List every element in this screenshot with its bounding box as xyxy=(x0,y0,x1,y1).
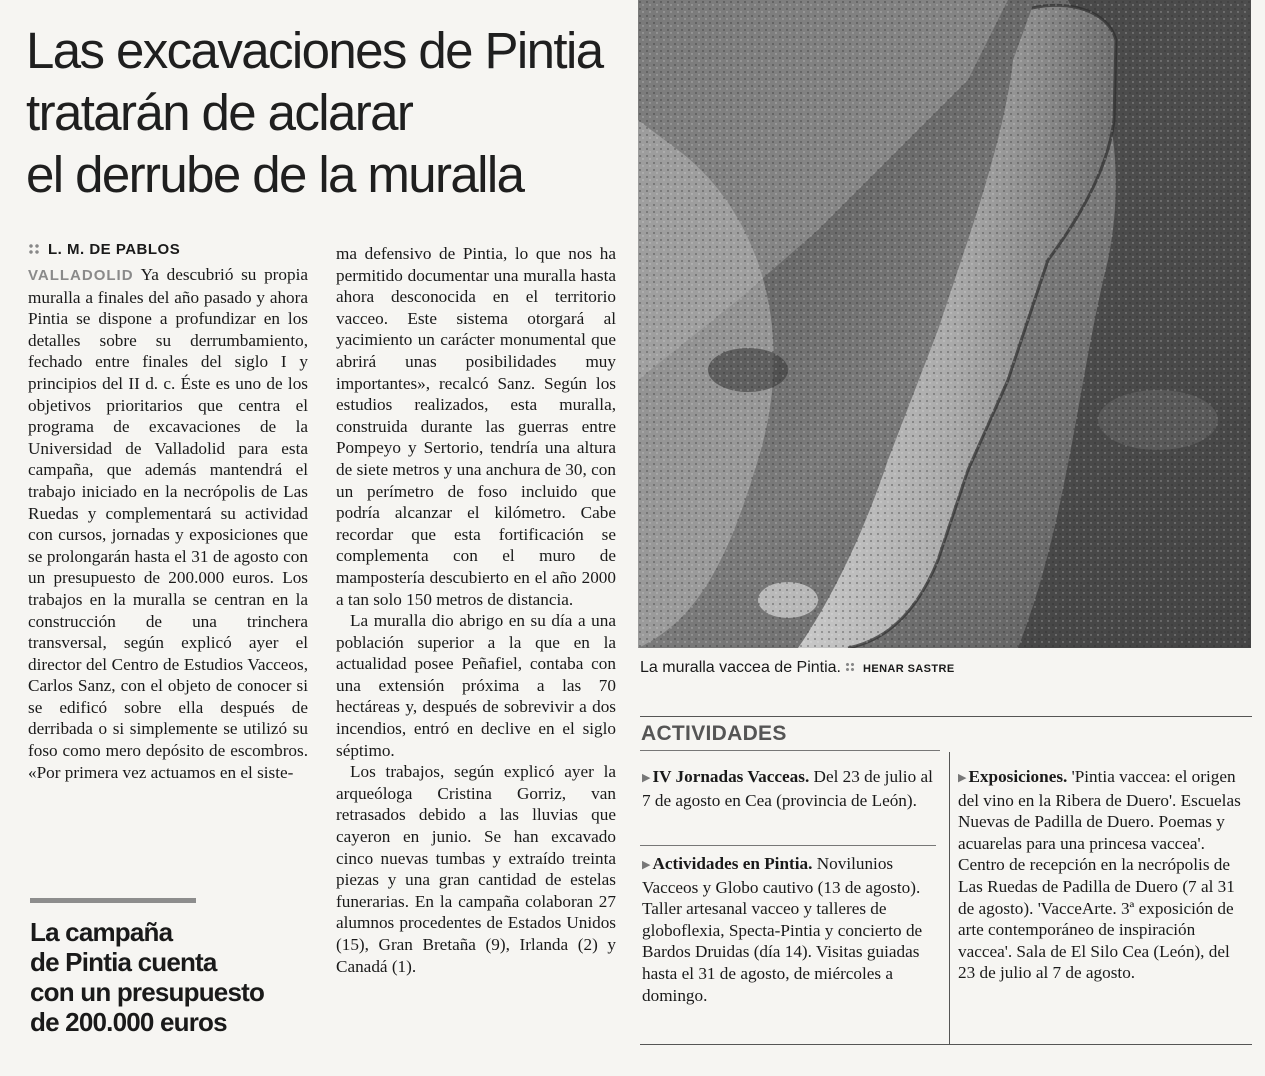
dots-icon xyxy=(28,243,40,255)
dateline-place: VALLADOLID xyxy=(28,267,134,284)
pullquote-bar xyxy=(30,898,196,903)
photo-illustration xyxy=(638,0,1251,648)
activity-name: Exposiciones. xyxy=(968,767,1068,786)
wall-photo xyxy=(638,0,1251,648)
activity-text: Novilunios Vacceos y Globo cautivo (13 de agosto). Taller artesanal vacceo y talleres de globoflexia, Specta-Pintia y concierto de Bardos Druidas (día 14). Visitas guiadas hasta el 31 de agosto, de miércoles a domingo. xyxy=(642,854,923,1005)
article-paragraph xyxy=(28,264,308,783)
caption-text: La muralla vaccea de Pintia. xyxy=(640,659,841,676)
divider xyxy=(640,1044,1252,1045)
pullquote-line: La campaña xyxy=(30,917,173,947)
headline xyxy=(26,20,626,206)
divider xyxy=(949,752,950,1044)
article-column-1 xyxy=(28,264,308,783)
headline-line: Las excavaciones de Pintia xyxy=(26,22,603,79)
article-paragraph: La muralla dio abrigo en su día a una población superior a la que en la actualidad posee Peñafiel, contaba con una extensión próxima a las 70 hectáreas y, después de sobrevivir a dos incendios, entró en declive en el siglo séptimo. xyxy=(336,611,616,760)
activity-name: Actividades en Pintia. xyxy=(652,854,813,873)
activity-item xyxy=(642,766,934,811)
pullquote-line: con un presupuesto xyxy=(30,977,265,1007)
byline xyxy=(28,241,180,258)
article-paragraph: Los trabajos, según explicó ayer la arqueóloga Cristina Gorriz, van retrasados debido a las lluvias que cayeron en junio. Se han excavado cinco nuevas tumbas y extraído treinta piezas y una gran cantidad de estelas funerarias. En la campaña colaboran 27 alumnos procedentes de Estados Unidos (15), Gran Bretaña (9), Irlanda (2) y Canadá (1). xyxy=(336,762,616,976)
activity-text: 'Pintia vaccea: el origen del vino en la Ribera de Duero'. Escuelas Nuevas de Padilla de Duero. Poemas y acuarelas para una princesa vaccea'. Centro de recepción en la necrópolis de Las Ruedas de Padilla de Duero (7 al 31 de agosto). 'VacceArte. 3ª exposición de arte contemporáneo de inspiración vaccea'. Sala de El Silo Cea (León), del 23 de julio al 7 de agosto. xyxy=(958,767,1241,983)
article-column-2 xyxy=(336,243,616,977)
activity-item xyxy=(958,766,1250,984)
divider xyxy=(640,716,1252,717)
divider xyxy=(640,750,940,751)
triangle-right-icon: ▶ xyxy=(642,772,651,784)
activities-title: ACTIVIDADES xyxy=(641,722,787,745)
headline-line: tratarán de aclarar xyxy=(26,84,413,141)
article-paragraph: ma defensivo de Pintia, lo que nos ha permitido documentar una muralla hasta ahora desconocida en el territorio vacceo. Este sistema otorgará al yacimiento un carácter monumental que abrirá unas posibilidades muy importantes», recalcó Sanz. Según los estudios realizados, esta muralla, construida durante las guerras entre Pompeyo y Sertorio, tendría una altura de siete metros y una anchura de 30, con un perímetro de foso incluido que podría alcanzar el kilómetro. Cabe recordar que esta fortificación se complementa con el muro de mampostería descubierto en el año 2000 a tan solo 150 metros de distancia. xyxy=(336,244,616,609)
headline-line: el derrube de la muralla xyxy=(26,146,524,203)
paragraph-text: Ya descubrió su propia muralla a finales del año pasado y ahora Pintia se dispone a profundizar en los detalles sobre su derrumbamiento, fechado entre finales del siglo I y principios del II d. c. Éste es uno de los objetivos prioritarios que centra el programa de excavaciones de la Universidad de Valladolid para esta campaña, que además mantendrá el trabajo iniciado en la necrópolis de Las Ruedas y complementará su actividad con cursos, jornadas y exposiciones que se prolongarán hasta el 31 de agosto con un presupuesto de 200.000 euros. Los trabajos en la muralla se centran en la construcción de una trinchera transversal, según explicó ayer el director del Centro de Estudios Vacceos, Carlos Sanz, con el objeto de conocer si se edificó sobre ella después de derribada o si simplemente se utilizó su foso como mero depósito de escombros. «Por primera vez actuamos en el siste- xyxy=(28,265,308,782)
pullquote-line: de 200.000 euros xyxy=(30,1007,227,1037)
activity-name: IV Jornadas Vacceas. xyxy=(652,767,810,786)
activity-text: Del 23 de julio al 7 de agosto en Cea (provincia de León). xyxy=(642,767,933,810)
photo-credit: HENAR SASTRE xyxy=(863,663,955,675)
activity-item xyxy=(642,853,934,1006)
pullquote-line: de Pintia cuenta xyxy=(30,947,217,977)
photo-caption xyxy=(640,659,955,677)
triangle-right-icon: ▶ xyxy=(642,859,651,871)
byline-author: L. M. DE PABLOS xyxy=(48,241,181,258)
dots-icon xyxy=(845,662,855,672)
divider xyxy=(640,845,936,846)
pullquote xyxy=(30,917,300,1037)
triangle-right-icon: ▶ xyxy=(958,772,967,784)
